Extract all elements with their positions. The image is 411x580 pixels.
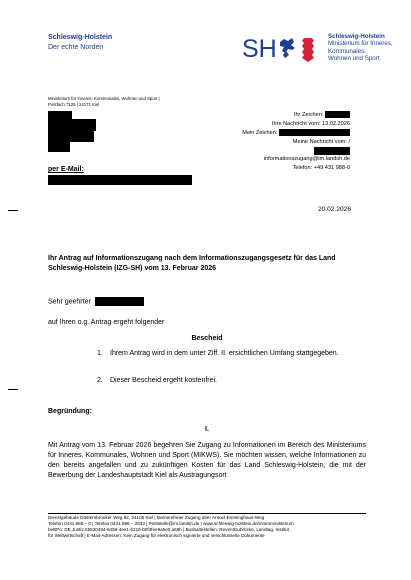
sender-return-address: [48, 96, 160, 107]
redacted-email: [48, 175, 192, 185]
salutation: [48, 297, 144, 306]
state-name: Schleswig-Holstein: [48, 34, 113, 41]
nettle-leaf-icon: [302, 38, 314, 62]
decision-item: [97, 376, 366, 386]
redacted-block: [48, 131, 94, 142]
letter-subject: Ihr Antrag auf Informationszugang nach dem Informationszugangsgesetz für das Land Schleswig-Holstein (IZG-SH) vom 13. Februar 2026: [48, 255, 336, 272]
ministry-line: Wohnen und Sport: [328, 54, 380, 62]
recipient-email-label: per E-Mail:: [48, 166, 84, 173]
reasoning-title: Begründung:: [48, 408, 92, 415]
redacted-block: [48, 142, 70, 152]
fold-mark: [8, 210, 18, 211]
contact-block: [264, 155, 350, 173]
redacted-block: [314, 147, 350, 155]
ministry-block: [328, 33, 393, 62]
item-text: Ihrem Antrag wird in dem unter Ziff. II. ersichtlichen Umfang stattgegeben.: [110, 350, 339, 357]
reference-block: [242, 111, 350, 147]
contact-email: informationszugang@im.landsh.de: [263, 156, 350, 162]
ref-my-message: Meine Nachricht vom: /: [292, 139, 350, 145]
sender-line: Postfach 7125 | 24171 Kiel: [48, 101, 100, 107]
item-text: Dieser Bescheid ergeht kostenfrei.: [110, 377, 217, 384]
section-number: I.: [205, 426, 209, 433]
ref-label: Ihr Zeichen:: [293, 112, 324, 118]
ref-your-sign: [242, 111, 350, 120]
redacted-inline: [325, 111, 350, 118]
decision-item: [97, 349, 366, 359]
redacted-inline: [279, 129, 350, 136]
letter-date: 20.02.2026: [317, 206, 351, 213]
footer-line: Telefon 0431 988 – 0 | Telefax 0431 988 – 2833 | Poststelle@im.landsh.de | www.schleswig-holstein.de/innenministerium: [48, 521, 294, 527]
redacted-name: [95, 297, 144, 306]
logo-letters: SH: [242, 35, 277, 63]
letter-footer: [48, 515, 378, 539]
ministry-line: Ministerium für Inneres,: [328, 40, 393, 48]
fold-mark: [8, 389, 18, 390]
state-logo: [242, 33, 322, 68]
body-paragraph: Mit Antrag vom 13. Februar 2026 begehren Sie Zugang zu Informationen im Bereich des Ministeriums für Inneres, Kommunales, Wohnen und Sport (MIKWS). Sie möchten wissen, welche Informationen zu den bereits angefallen und zu zukünftigen Kosten für das Land Schleswig-Holstein, die mit der Bewerbung der Landeshauptstadt Kiel als Austragungsort: [48, 442, 366, 480]
item-number: 1.: [97, 350, 103, 357]
salutation-text: Sehr geehrter: [48, 298, 91, 306]
ref-label: Mein Zeichen:: [242, 130, 278, 136]
footer-line: für Weltwirtschaft | E-Mail-Adressen: Kein Zugang für elektronisch signierte und verschlüsselte Dokumente: [48, 533, 265, 539]
redacted-block: [48, 111, 72, 119]
footer-line: Dienstgebäude Düsternbrooker Weg 92, 24105 Kiel | Barrierefreier Zugang über Anexd-Emminghaus-Weg: [48, 515, 265, 520]
ministry-line: Kommunales,: [328, 47, 366, 55]
sender-line: Ministerium für Inneres, Kommunales, Wohnen und Sport |: [48, 96, 160, 101]
redacted-block: [48, 119, 96, 131]
intro-text: auf Ihren o.g. Antrag ergeht folgender: [48, 319, 165, 326]
footer-line: beBPo: DE.Justiz.65530484-6459-4ee1-b216-b0f3fee9a5e0.a69b | Bushaltestellen: Reventloubrücke, Landtag, Institut: [48, 527, 290, 533]
decision-title: Bescheid: [191, 335, 223, 342]
footer-divider: [48, 513, 366, 514]
state-tagline: Der echte Norden: [48, 44, 104, 51]
letterhead-brand: [48, 33, 112, 53]
ref-your-message: Ihre Nachricht vom: 13.02.2026: [271, 121, 350, 127]
lion-emblem-icon: [280, 38, 295, 58]
contact-phone: Telefon: +49 431 988-0: [292, 165, 350, 171]
ministry-state: Schleswig-Holstein: [328, 33, 385, 40]
ref-my-sign: [242, 129, 350, 138]
item-number: 2.: [97, 377, 103, 384]
